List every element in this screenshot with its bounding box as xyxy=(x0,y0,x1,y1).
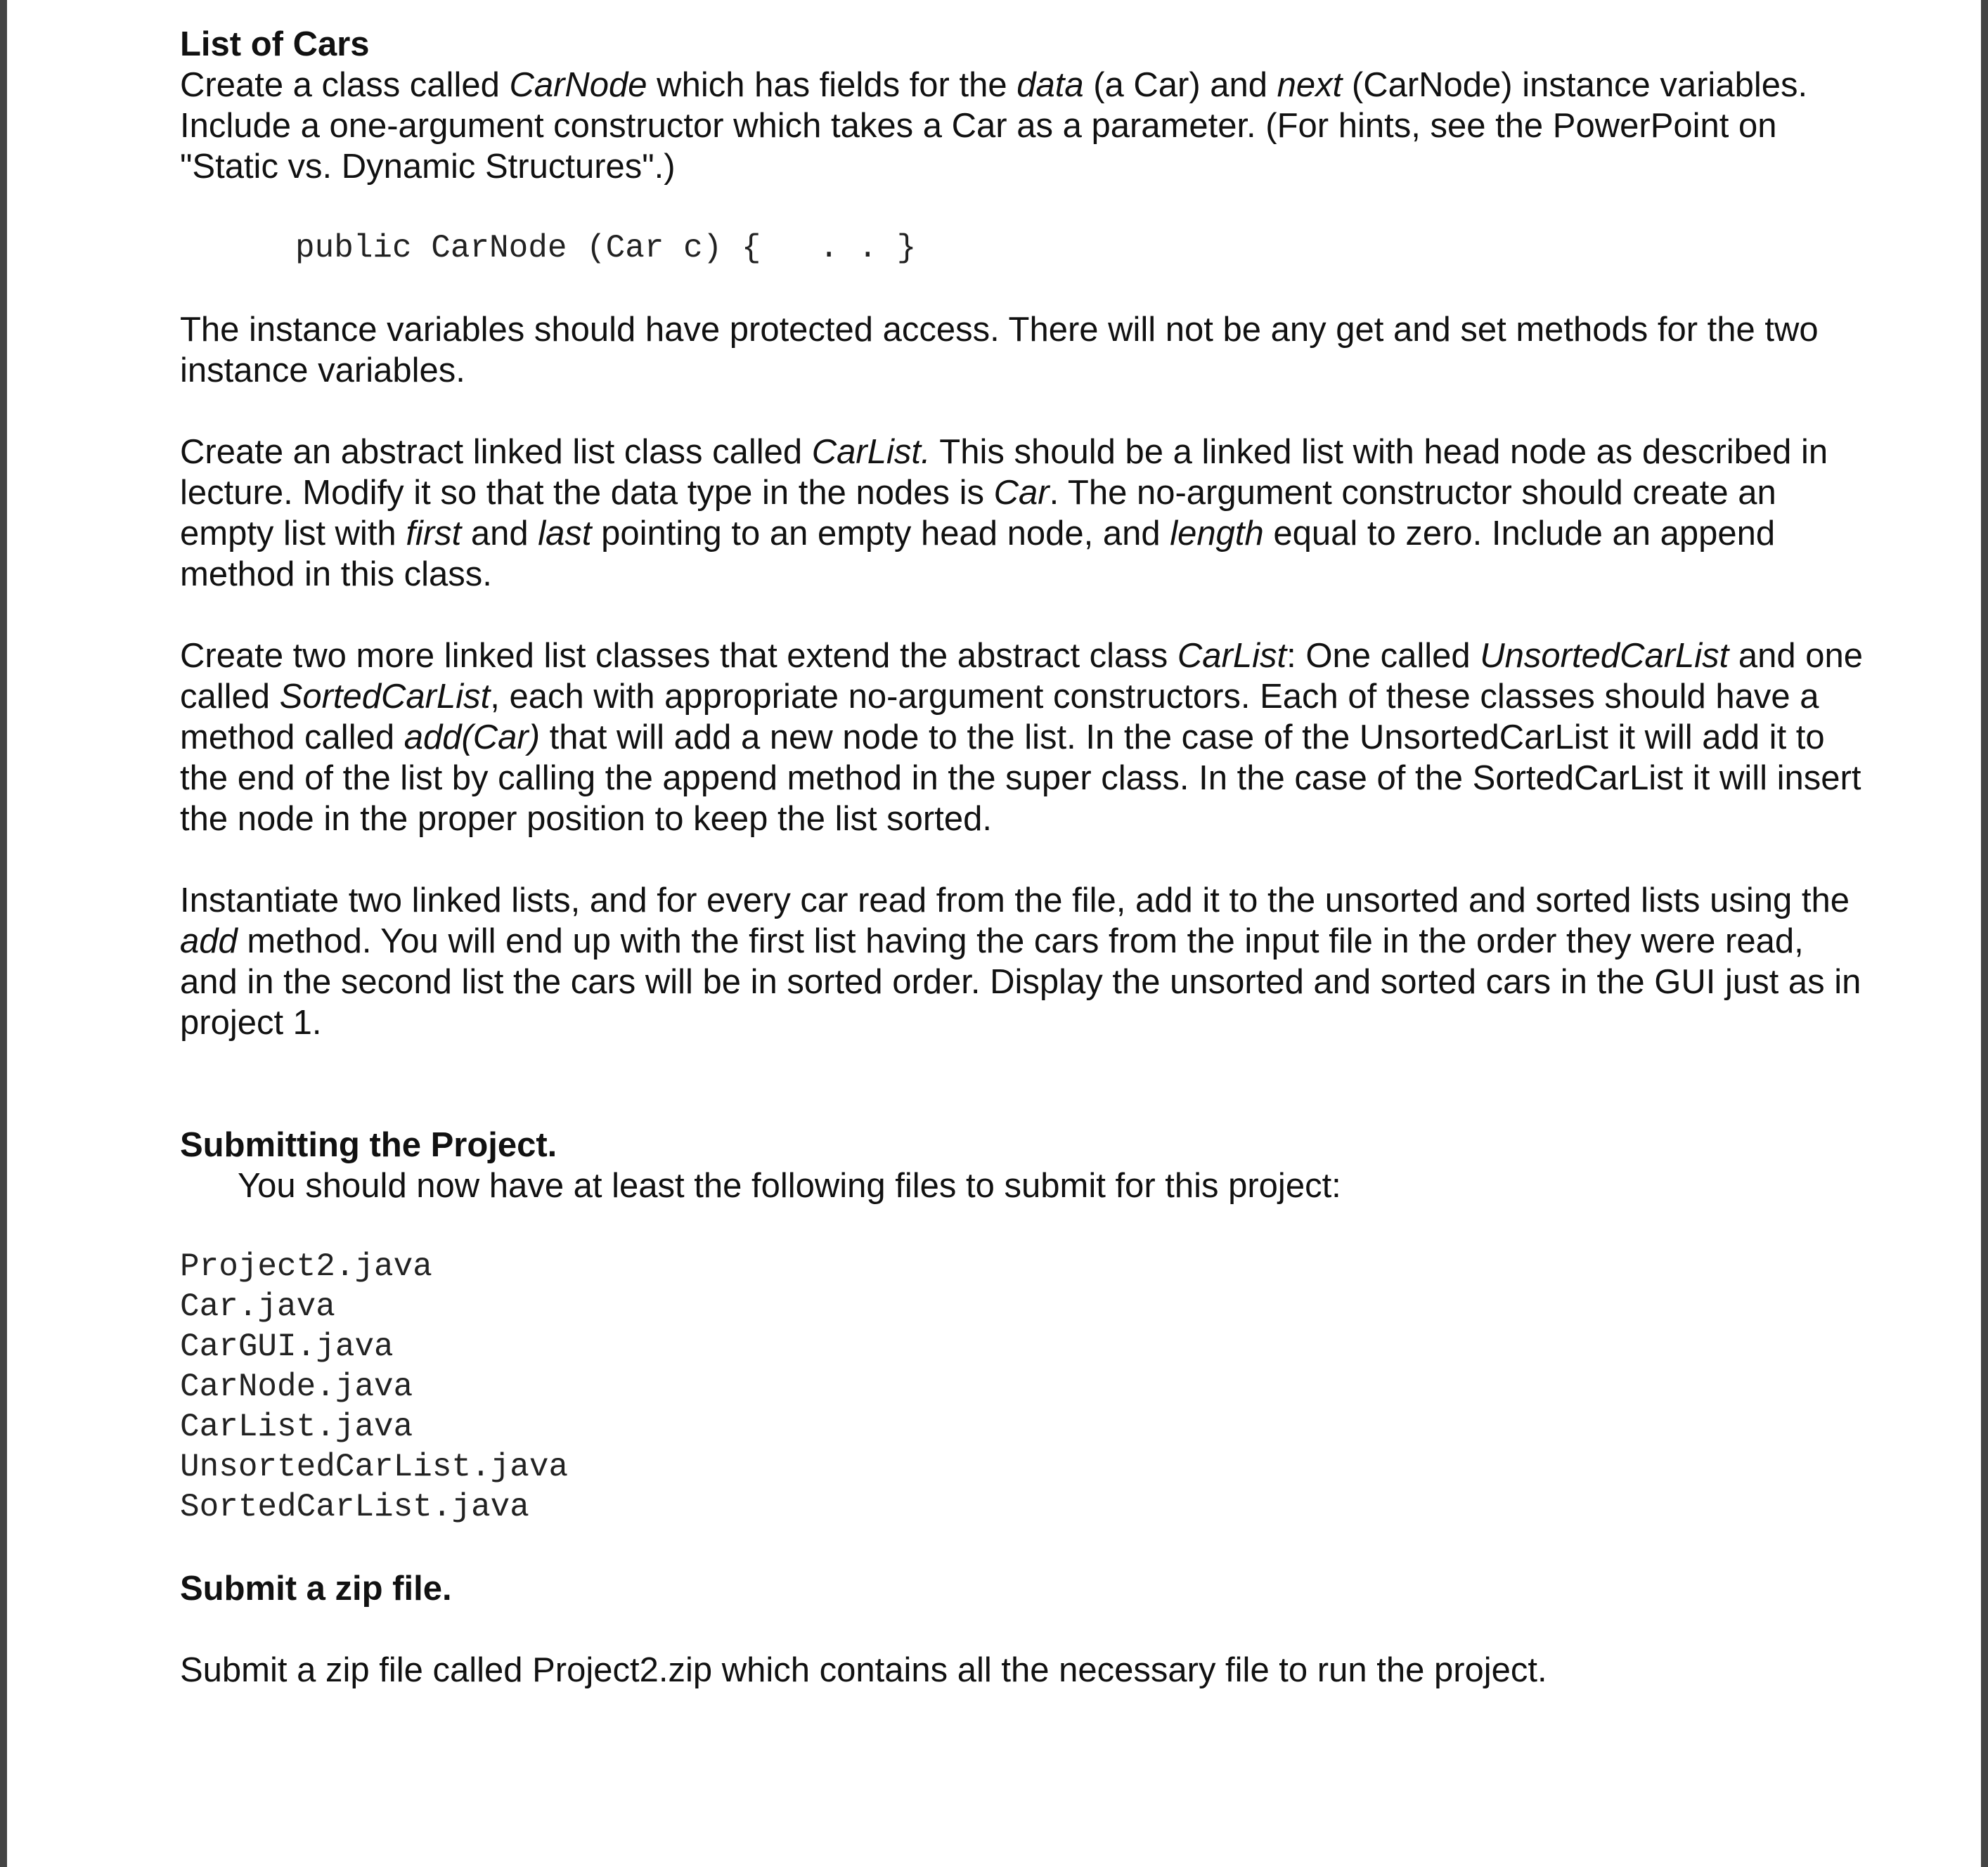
italic-span: data xyxy=(1016,66,1084,104)
constructor-code: public CarNode (Car c) { . . } xyxy=(295,230,917,266)
text-span: and xyxy=(461,515,538,553)
paragraph-carnode xyxy=(180,65,1867,187)
page-title: List of Cars xyxy=(180,25,370,63)
text-span: , each with appropriate no-argument constructors. Each of these classes should have a method called xyxy=(180,678,1819,756)
file-list-item: CarNode.java xyxy=(180,1369,413,1405)
left-page-edge xyxy=(0,0,7,1867)
paragraph-subclasses xyxy=(180,635,1867,839)
italic-span: add xyxy=(180,922,238,960)
file-list-item: CarList.java xyxy=(180,1409,413,1445)
document-body xyxy=(180,24,1867,1691)
file-list-item: SortedCarList.java xyxy=(180,1489,529,1525)
paragraph-access: The instance variables should have protected access. There will not be any get and set methods for the two instance variables. xyxy=(180,311,1819,389)
file-list-item: UnsortedCarList.java xyxy=(180,1449,569,1485)
italic-span: last xyxy=(538,515,592,553)
file-list-item: CarGUI.java xyxy=(180,1329,394,1365)
text-span: method. You will end up with the first list having the cars from the input file in the order they were read, and in the second list the cars will be in sorted order. Display the unsorted and sorted cars in the GUI just as in project 1. xyxy=(180,922,1861,1042)
italic-span: Car xyxy=(993,474,1050,512)
file-list-item: Car.java xyxy=(180,1288,335,1325)
italic-span: SortedCarList xyxy=(279,678,491,716)
zip-heading: Submit a zip file. xyxy=(180,1570,452,1608)
italic-span: UnsortedCarList xyxy=(1480,637,1729,675)
submitting-heading: Submitting the Project. xyxy=(180,1126,557,1164)
text-span: Create two more linked list classes that extend the abstract class xyxy=(180,637,1177,675)
italic-span: CarList. xyxy=(811,433,931,471)
text-span: pointing to an empty head node, and xyxy=(591,515,1170,553)
text-span: equal to zero. Include an append method in this class. xyxy=(180,515,1776,593)
submitting-intro: You should now have at least the following files to submit for this project: xyxy=(238,1167,1341,1205)
text-span: This should be a linked list with head node as described in lecture. Modify it so that the data type in the nodes is xyxy=(180,433,1828,512)
text-span: . The no-argument constructor should create an empty list with xyxy=(180,474,1776,553)
text-span: and one called xyxy=(180,637,1864,716)
italic-span: first xyxy=(406,515,462,553)
text-span: Create an abstract linked list class called xyxy=(180,433,812,471)
italic-span: CarList xyxy=(1177,637,1287,675)
right-page-edge xyxy=(1981,0,1988,1867)
text-span: that will add a new node to the list. In the case of the UnsortedCarList it will add it to the end of the list by calling the append method in the super class. In the case of the SortedCarList it will insert the node in the proper position to keep the list sorted. xyxy=(180,718,1861,838)
text-span: Instantiate two linked lists, and for every car read from the file, add it to the unsorted and sorted lists using the xyxy=(180,881,1850,919)
italic-span: length xyxy=(1170,515,1264,553)
text-span: which has fields for the xyxy=(647,66,1017,104)
file-list-item: Project2.java xyxy=(180,1248,432,1285)
zip-instructions: Submit a zip file called Project2.zip which contains all the necessary file to run the project. xyxy=(180,1651,1547,1689)
italic-span: CarNode xyxy=(509,66,647,104)
text-span: (a Car) and xyxy=(1083,66,1277,104)
paragraph-carlist xyxy=(180,432,1867,595)
file-list xyxy=(180,1247,1867,1527)
italic-span: add(Car) xyxy=(404,718,541,756)
paragraph-instantiate xyxy=(180,880,1867,1043)
text-span: (CarNode) instance variables. Include a one-argument constructor which takes a Car as a parameter. (For hints, see the PowerPoint on "Static vs. Dynamic Structures".) xyxy=(180,66,1808,186)
text-span: : One called xyxy=(1286,637,1480,675)
text-span: Create a class called xyxy=(180,66,510,104)
italic-span: next xyxy=(1277,66,1343,104)
